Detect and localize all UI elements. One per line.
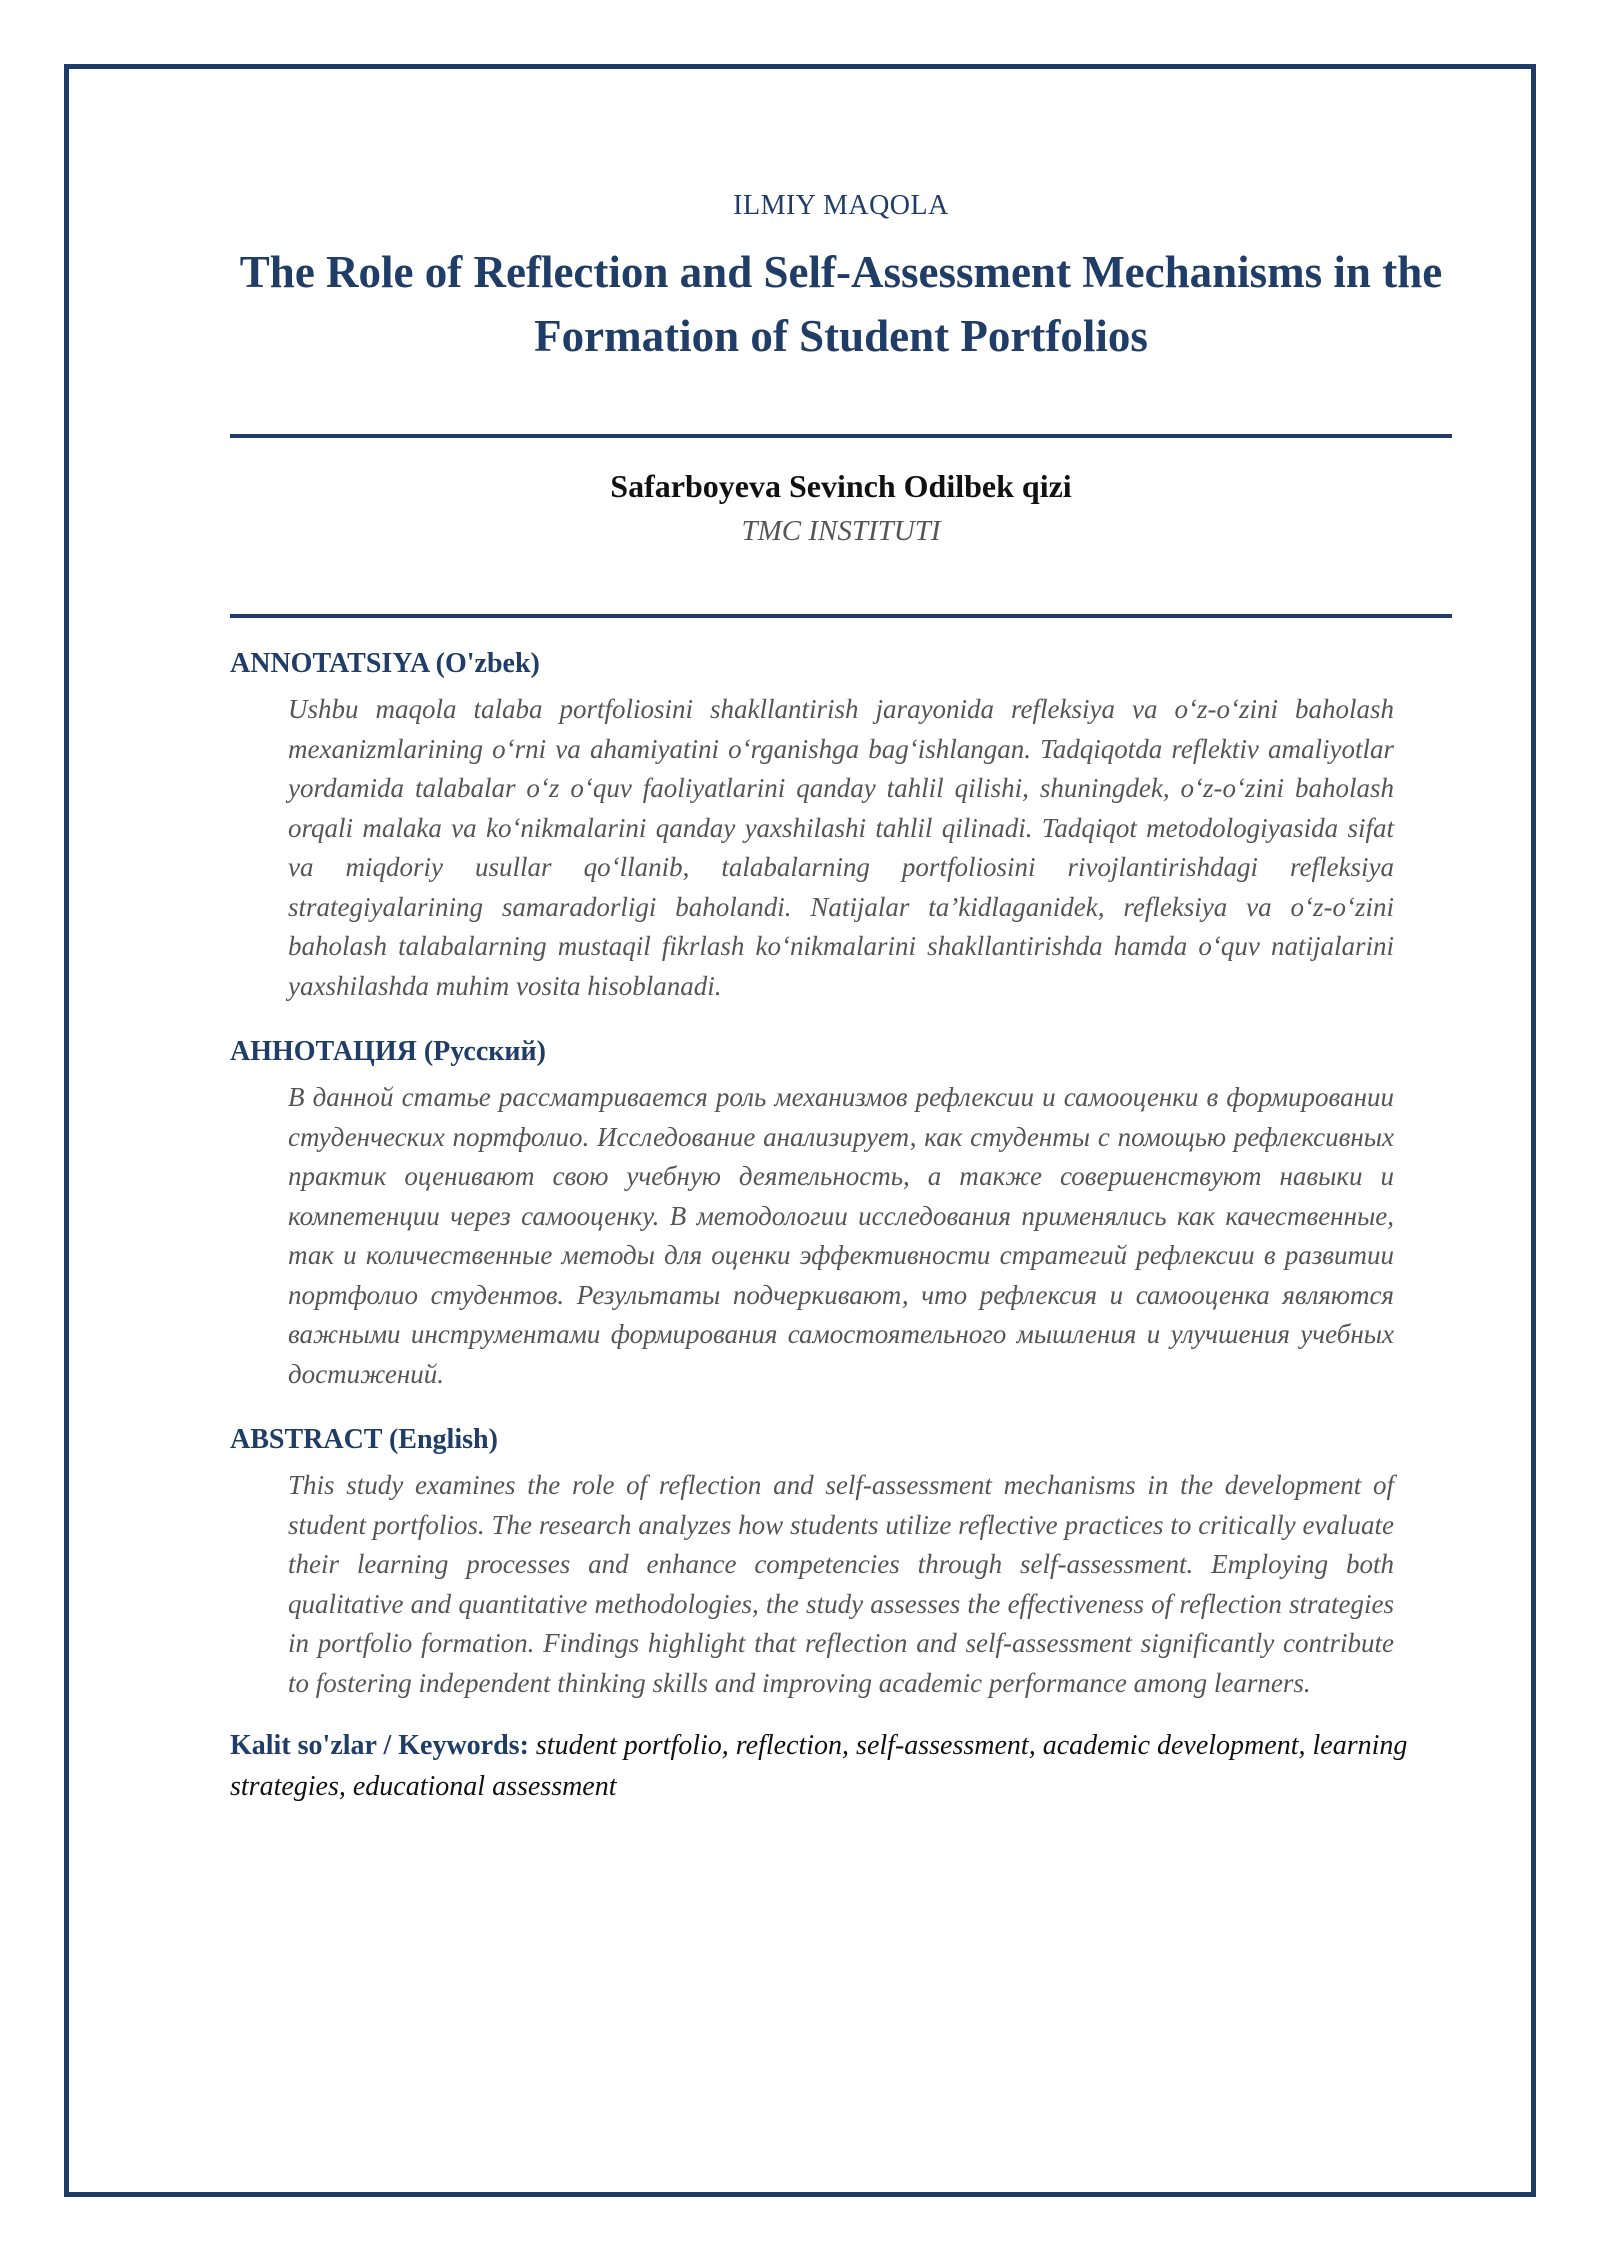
abstract-heading-uzbek: ANNOTATSIYA (O'zbek) [230, 648, 540, 679]
keywords-text: student portfolio, reflection, self-assessment, academic development, learning strategies, educational assessment [230, 1730, 1408, 1802]
article-title: The Role of Reflection and Self-Assessment Mechanisms in the Formation of Student Portfolios [239, 247, 1443, 361]
divider-bottom [230, 614, 1452, 618]
abstract-text-uzbek: Ushbu maqola talaba portfoliosini shakllantirish jarayonida refleksiya va o‘z-o‘zini baholash mexanizmlarining o‘rni va ahamiyatini o‘rganishga bag‘ishlangan. Tadqiqotda reflektiv amaliyotlar yordamida talabalar o‘z o‘quv faoliyatlarini qanday tahlil qilishi, shuningdek, o‘z-o‘zini baholash orqali malaka va ko‘nikmalarini qanday yaxshilashi tahlil qilinadi. Tadqiqot metodologiyasida sifat va miqdoriy usullar qo‘llanib, talabalarning portfoliosini rivojlantirishdagi refleksiya strategiyalarining samaradorligi baholandi. Natijalar ta’kidlaganidek, refleksiya va o‘z-o‘zini baholash talabalarning mustaqil fikrlash ko‘nikmalarini shakllantirishda hamda o‘quv natijalarini yaxshilashda muhim vosita hisoblanadi. [288, 694, 1394, 1001]
keywords [230, 1725, 1452, 1807]
abstract-heading-russian: АННОТАЦИЯ (Русский) [230, 1036, 546, 1067]
article-content [230, 180, 1452, 1807]
abstract-heading-english: ABSTRACT (English) [230, 1424, 498, 1455]
author-name: Safarboyeva Sevinch Odilbek qizi [610, 468, 1072, 504]
author-affiliation: TMC INSTITUTI [741, 515, 941, 547]
keywords-label: Kalit so'zlar / Keywords: [230, 1730, 529, 1761]
abstract-text-russian: В данной статье рассматривается роль механизмов рефлексии и самооценки в формировании студенческих портфолио. Исследование анализирует, как студенты с помощью рефлексивных практик оценивают свою учебную деятельность, а также совершенствуют навыки и компетенции через самооценку. В методологии исследования применялись как качественные, так и количественные методы для оценки эффективности стратегий рефлексии в развитии портфолио студентов. Результаты подчеркивают, что рефлексия и самооценка являются важными инструментами формирования самостоятельного мышления и улучшения учебных достижений. [288, 1082, 1394, 1389]
section-label: ILMIY MAQOLA [733, 190, 949, 221]
divider-top [230, 434, 1452, 438]
abstract-text-english: This study examines the role of reflection and self-assessment mechanisms in the development of student portfolios. The research analyzes how students utilize reflective practices to critically evaluate their learning processes and enhance competencies through self-assessment. Employing both qualitative and quantitative methodologies, the study assesses the effectiveness of reflection strategies in portfolio formation. Findings highlight that reflection and self-assessment significantly contribute to fostering independent thinking skills and improving academic performance among learners. [288, 1470, 1394, 1698]
